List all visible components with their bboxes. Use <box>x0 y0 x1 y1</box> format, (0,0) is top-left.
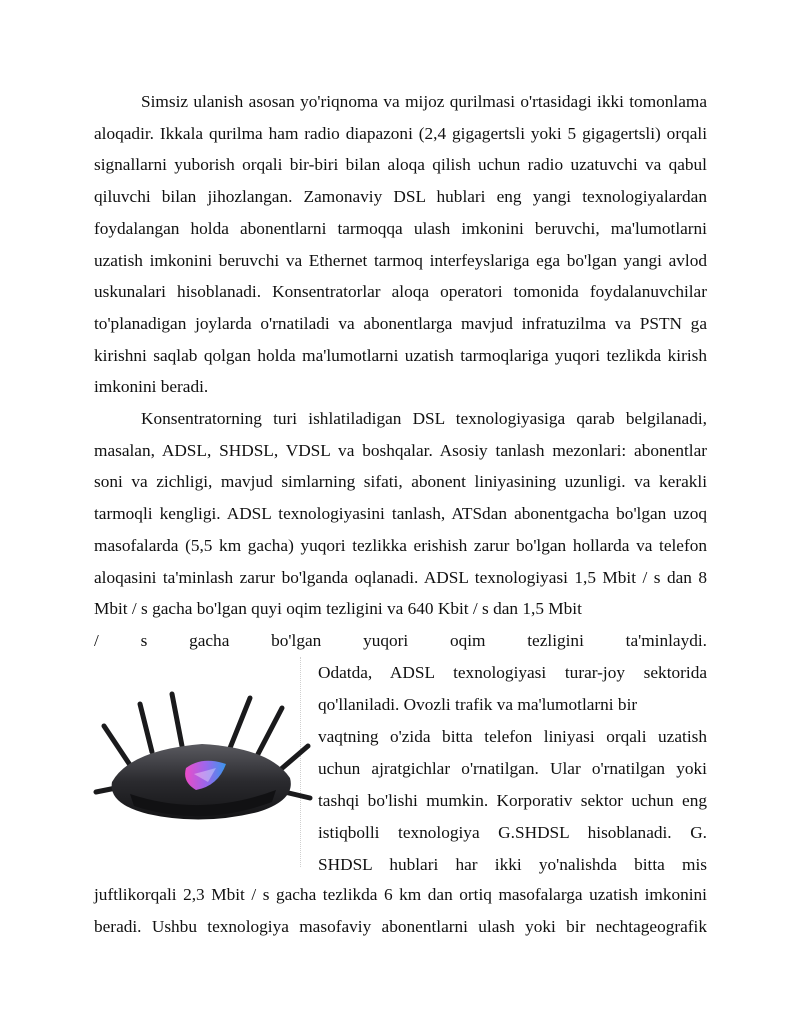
text-beside-image <box>318 657 707 881</box>
side-line: vaqtning o'zida bitta telefon liniyasi orqali uzatish <box>318 727 707 746</box>
spread-word: / <box>94 631 99 650</box>
side-line: uchun ajratgichlar o'rnatilgan. Ular o'rnatilgan yoki <box>318 759 707 778</box>
paragraph-2: Konsentratorning turi ishlatiladigan DSL texnologiyasiga qarab belgilanadi, masalan, ADSL, SHDSL, VDSL va boshqalar. Asosiy tanlash mezonlari: abonentlar soni va zichligi, mavjud simlarning sifati, abonent liniyasining uzunligi. va kerakli tarmoqli kengligi. ADSL texnologiyasini tanlash, ATSdan abonentgacha bo'lgan uzoq masofalarda (5,5 km gacha) yuqori tezlikka erishish zarur bo'lgan hollarda va telefon aloqasini ta'minlash zarur bo'lganda oqlanadi. ADSL texnologiyasi 1,5 Mbit / s dan 8 Mbit / s gacha bo'lgan quyi oqim tezligini va 640 Kbit / s dan 1,5 Mbit <box>94 409 707 619</box>
antenna <box>172 694 182 746</box>
router-image <box>90 690 315 830</box>
antenna <box>280 746 308 770</box>
side-line: istiqbolli texnologiya G.SHDSL hisoblanadi. G. <box>318 823 707 842</box>
antenna <box>258 708 282 754</box>
antenna <box>104 726 130 765</box>
side-line: tashqi bo'lishi mumkin. Korporativ sektor uchun eng <box>318 791 707 810</box>
antenna <box>140 704 152 752</box>
side-line: qo'llaniladi. Ovozli trafik va ma'lumotlarni bir <box>318 695 638 714</box>
spread-word: oqim <box>449 631 486 650</box>
spread-word: ta'minlaydi. <box>625 631 707 650</box>
closing-line: juftlikorqali 2,3 Mbit / s gacha tezlikda 6 km dan ortiq masofalarga uzatish imkonini <box>94 885 707 904</box>
spread-word: yuqori <box>363 631 409 650</box>
spread-word: s <box>140 631 148 650</box>
antenna <box>230 698 250 748</box>
side-line: Odatda, ADSL texnologiyasi turar-joy sektorida <box>318 663 707 682</box>
spread-word: bo'lgan <box>271 631 322 650</box>
closing-line: beradi. Ushbu texnologiya masofaviy abonentlarni ulash yoki bir nechtageografik <box>94 917 707 936</box>
spread-line <box>94 625 707 657</box>
spread-word: gacha <box>189 631 230 650</box>
text-block-top <box>94 86 707 625</box>
spread-word: tezligini <box>527 631 584 650</box>
paragraph-1: Simsiz ulanish asosan yo'riqnoma va mijoz qurilmasi o'rtasidagi ikki tomonlama aloqadir. Ikkala qurilma ham radio diapazoni (2,4 gigagertsli yoki 5 gigagertsli) orqali signallarni yuborish orqali bir-biri bilan aloqa qilish uchun radio uzatuvchi va qabul qiluvchi bilan jihozlangan. Zamonaviy DSL hublari eng yangi texnologiyalardan foydalangan holda abonentlarni tarmoqqa ulash imkonini beruvchi, ma'lumotlarni uzatish imkonini beruvchi va Ethernet tarmoq interfeyslariga ega bo'lgan yangi avlod uskunalari hisoblanadi. Konsentratorlar aloqa operatori tomonida foydalanuvchilar to'planadigan joylarda o'rnatiladi va abonentlarga mavjud infratuzilma va PSTN ga kirishni saqlab qolgan holda ma'lumotlarni uzatish tarmoqlariga yuqori tezlikda kirish imkonini beradi. <box>94 92 707 397</box>
side-line: SHDSL hublari har ikki yo'nalishda bitta mis <box>318 855 707 874</box>
